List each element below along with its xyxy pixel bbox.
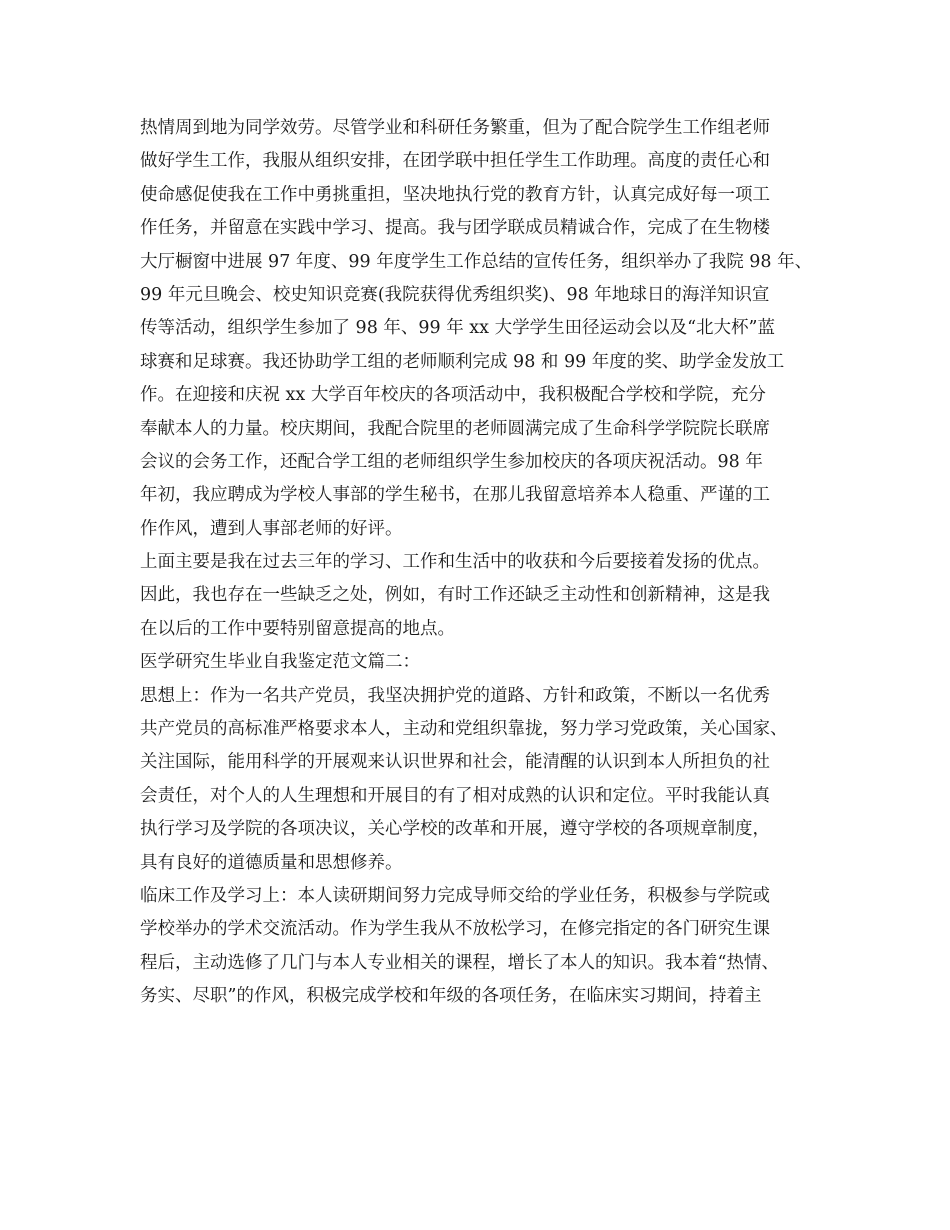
text-line: 共产党员的高标准严格要求本人，主动和党组织靠拢，努力学习党政策，关心国家、 — [140, 719, 788, 740]
text-line: 会议的会务工作，还配合学工组的老师组织学生参加校庆的各项庆祝活动。98 年 — [140, 451, 763, 472]
body-text — [140, 112, 820, 1014]
text-line: 关注国际，能用科学的开展观来认识世界和社会，能清醒的认识到本人所担负的社 — [140, 752, 770, 773]
text-line: 程后，主动选修了几门与本人专业相关的课程，增长了本人的知识。我本着“热情、 — [140, 952, 779, 973]
text-line: 做好学生工作，我服从组织安排，在团学联中担任学生工作助理。高度的责任心和 — [140, 151, 770, 172]
text-line: 执行学习及学院的各项决议，关心学校的改革和开展，遵守学校的各项规章制度， — [140, 819, 770, 840]
text-line: 传等活动，组织学生参加了 98 年、99 年 xx 大学学生田径运动会以及“北大杯”蓝 — [140, 318, 775, 339]
text-line: 作作风，遭到人事部老师的好评。 — [140, 518, 403, 539]
text-line: 务实、尽职”的作风，积极完成学校和年级的各项任务，在临床实习期间，持着主 — [140, 986, 762, 1007]
text-line: 会责任，对个人的人生理想和开展目的有了相对成熟的认识和定位。平时我能认真 — [140, 785, 770, 806]
text-line: 球赛和足球赛。我还协助学工组的老师顺利完成 98 和 99 年度的奖、助学金发放工 — [140, 351, 785, 372]
text-line: 上面主要是我在过去三年的学习、工作和生活中的收获和今后要接着发扬的优点。 — [140, 552, 770, 573]
text-line: 作。在迎接和庆祝 xx 大学百年校庆的各项活动中，我积极配合学校和学院，充分 — [140, 385, 766, 406]
text-line: 学校举办的学术交流活动。作为学生我从不放松学习，在修完指定的各门研究生课 — [140, 919, 770, 940]
text-line: 因此，我也存在一些缺乏之处，例如，有时工作还缺乏主动性和创新精神，这是我 — [140, 585, 770, 606]
section-heading: 医学研究生毕业自我鉴定范文篇二： — [140, 652, 420, 673]
text-line: 具有良好的道德质量和思想修养。 — [140, 852, 403, 873]
text-line: 大厅橱窗中进展 97 年度、99 年度学生工作总结的宣传任务，组织举办了我院 98 年、 — [140, 251, 813, 272]
text-line: 奉献本人的力量。校庆期间，我配合院里的老师圆满完成了生命科学学院院长联席 — [140, 418, 770, 439]
text-line: 在以后的工作中要特别留意提高的地点。 — [140, 618, 455, 639]
text-line: 使命感促使我在工作中勇挑重担，坚决地执行党的教育方针，认真完成好每一项工 — [140, 184, 770, 205]
text-line: 年初，我应聘成为学校人事部的学生秘书，在那儿我留意培养本人稳重、严谨的工 — [140, 485, 770, 506]
text-line: 思想上：作为一名共产党员，我坚决拥护党的道路、方针和政策，不断以一名优秀 — [140, 685, 770, 706]
text-line: 热情周到地为同学效劳。尽管学业和科研任务繁重，但为了配合院学生工作组老师 — [140, 118, 770, 138]
text-line: 作任务，并留意在实践中学习、提高。我与团学联成员精诚合作，完成了在生物楼 — [140, 218, 770, 239]
text-line: 99 年元旦晚会、校史知识竞赛(我院获得优秀组织奖)、98 年地球日的海洋知识宣 — [140, 284, 770, 305]
text-line: 临床工作及学习上：本人读研期间努力完成导师交给的学业任务，积极参与学院或 — [140, 885, 770, 906]
